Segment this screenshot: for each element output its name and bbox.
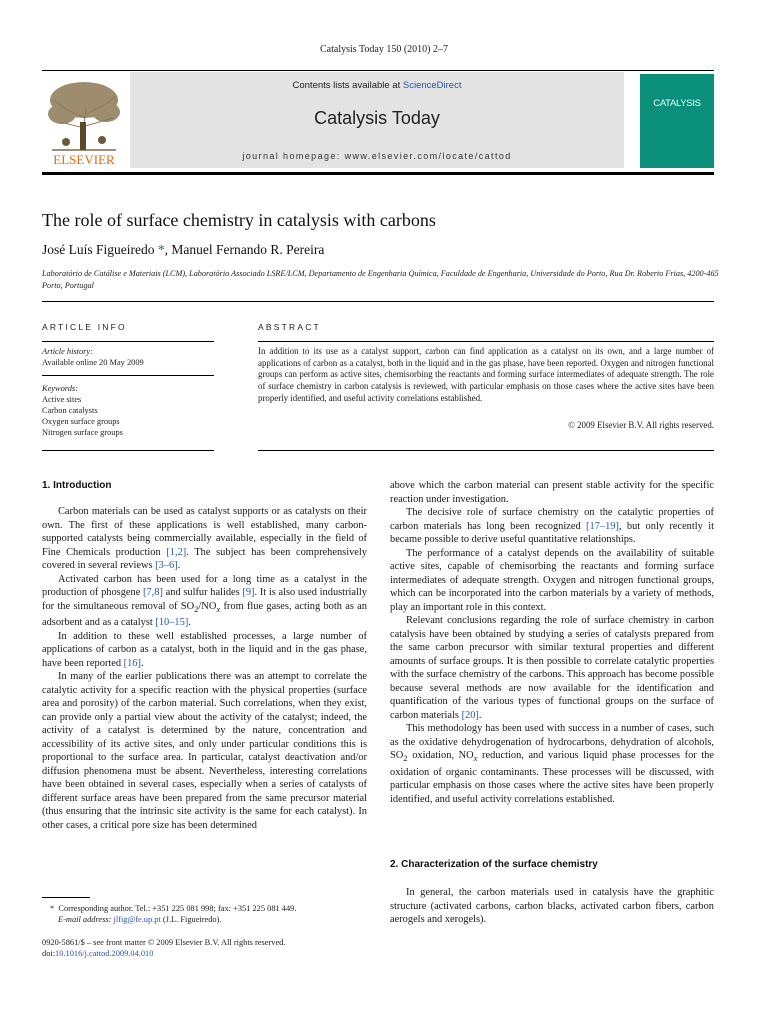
- issn-line: 0920-5861/$ – see front matter © 2009 Elsevier B.V. All rights reserved.: [42, 938, 286, 947]
- paragraph: Activated carbon has been used for a long time as a catalyst in the production of phosgene [7,8] and sulfur halides [9]. It is also used industrially for the simultaneous removal of $SO_2/NO_x$ from flue gases, acting both as an adsorbent and as a catalyst [10–15].: [42, 573, 367, 629]
- elsevier-wordmark: ELSEVIER: [53, 152, 115, 166]
- contents-prefix: Contents lists available at: [292, 80, 403, 91]
- keyword: Active sites: [42, 395, 82, 404]
- paragraph: The decisive role of surface chemistry on the catalytic properties of carbon materials has long been recognized [17–19], but only recently it became possible to derive useful quantitative relationships.: [390, 507, 714, 545]
- keyword: Carbon catalysts: [42, 406, 98, 415]
- keywords-label: Keywords:: [42, 384, 78, 393]
- reference-link[interactable]: [1,2]: [166, 546, 187, 558]
- reference-link[interactable]: [16]: [123, 657, 141, 669]
- journal-cover-thumbnail: [640, 74, 714, 168]
- paragraph: In general, the carbon materials used in catalysis have the graphitic structure (activated carbons, carbon blacks, activated carbon fibers, carbon aerogels and xerogels).: [390, 887, 714, 925]
- journal-title: Catalysis Today: [314, 108, 440, 128]
- cover-title: CATALYSIS: [653, 98, 701, 109]
- divider: [42, 341, 214, 342]
- left-column: [42, 505, 367, 832]
- corresponding-mark[interactable]: *: [154, 242, 165, 257]
- right-column: [390, 479, 714, 806]
- reference-link[interactable]: [3–6]: [155, 560, 178, 571]
- journal-homepage[interactable]: journal homepage: www.elsevier.com/locate/cattod: [242, 151, 512, 161]
- section-heading-characterization: 2. Characterization of the surface chemistry: [390, 859, 598, 870]
- paragraph: Carbon materials can be used as catalyst supports or as catalysts on their own. The first of these applications is well established, many carbon-supported catalysts being commercially available, especially in the field of Fine Chemicals production [1,2]. The subject has been comprehensively covered in several reviews [3–6].: [42, 506, 367, 571]
- divider: [42, 375, 214, 376]
- masthead-rule-top: [42, 70, 714, 71]
- article-title: The role of surface chemistry in catalysis with carbons: [42, 210, 436, 230]
- journal-citation: Catalysis Today 150 (2010) 2–7: [320, 44, 448, 55]
- section-heading-introduction: 1. Introduction: [42, 480, 112, 491]
- keyword: Nitrogen surface groups: [42, 428, 123, 437]
- author-separator: ,: [164, 242, 172, 257]
- divider: [42, 450, 214, 451]
- abstract-copyright: © 2009 Elsevier B.V. All rights reserved.: [568, 420, 714, 430]
- sciencedirect-link[interactable]: ScienceDirect: [402, 80, 462, 91]
- doi-link[interactable]: 10.1016/j.cattod.2009.04.010: [55, 949, 154, 958]
- author-name: Manuel Fernando R. Pereira: [171, 242, 325, 257]
- author-name: José Luís Figueiredo: [42, 242, 155, 257]
- affiliation: Laboratório de Catálise e Materiais (LCM), Laboratório Associado LSRE/LCM, Departamento de Engenharia Química, Faculdade de Engenharia, Universidade do Porto, Rua Dr. Roberto Frias, 4200-465 Porto, Portugal: [42, 269, 719, 290]
- paragraph: In many of the earlier publications there was an attempt to correlate the catalytic activity for a specific reaction with the physical properties (surface area and porosity) of the carbon material. Such correlations, when they exist, can provide only a partial view about the activity of the catalyst; indeed, the activity of a catalyst is determined by the nature, concentration and accessibility of its active sites, and only under particular conditions this is proportional to the surface area. In particular, catalyst deactivation and/or diffusion phenomena must be absent. Nevertheless, interesting correlations have been obtained in several cases, especially when a series of catalysts of different surface areas have been prepared from the same precursor material (thus ensuring that the intrinsic site activity is the same for each catalyst). In other cases, a critical pore size has been determined: [42, 671, 367, 831]
- masthead-rule-bottom: [42, 172, 714, 175]
- reference-link[interactable]: [20]: [461, 709, 479, 721]
- reference-link[interactable]: [9]: [242, 587, 255, 598]
- doi-line: doi:10.1016/j.cattod.2009.04.010: [42, 949, 154, 958]
- paragraph: above which the carbon material can present stable activity for the specific reaction under investigation.: [390, 480, 714, 505]
- paragraph: Relevant conclusions regarding the role of surface chemistry in carbon catalysis have been obtained by studying a series of catalysts prepared from the same carbon precursor with similar textural properties and different amounts of surface groups. It is then possible to correlate catalytic properties with the surface chemistry of the carbons. This approach has become possible because several methods are now available for the identification and quantification of the various types of functional groups on the surface of carbon materials [20].: [390, 615, 714, 721]
- divider: [258, 450, 714, 451]
- email-link[interactable]: jlfig@fe.up.pt: [113, 915, 161, 924]
- abstract-heading: ABSTRACT: [258, 322, 321, 332]
- divider: [42, 301, 714, 302]
- paragraph: In addition to these well established processes, a large number of applications of carbon as a catalyst, both in the liquid and in the gas phase, have been reported [16].: [42, 630, 367, 669]
- keyword: Oxygen surface groups: [42, 417, 120, 426]
- history-label: Article history:: [42, 347, 93, 356]
- history-value: Available online 20 May 2009: [42, 358, 144, 367]
- paragraph: This methodology has been used with success in a number of cases, such as the oxidative dehydrogenation of hydrocarbons, dehydration of alcohols, $SO_2$ oxidation, $NO_x$ reduction, and various liquid phase processes for the oxidation of organic contaminants. These processes will be discussed, with particular emphasis on those cases where the active sites have been properly identified, and useful activity correlations established.: [390, 723, 714, 805]
- reference-link[interactable]: [7,8]: [143, 587, 163, 598]
- elsevier-logo: [42, 78, 126, 166]
- paragraph: The performance of a catalyst depends on the availability of suitable active sites, capable of chemisorbing the reactants and forming surface intermediates of adequate strength. Oxygen and nitrogen functional groups, which can be incorporated into the carbon materials by a variety of methods, play an important role in this context.: [390, 547, 714, 613]
- footnote-corresponding: * Corresponding author. Tel.: +351 225 081 998; fax: +351 225 081 449.: [50, 904, 297, 913]
- divider: [258, 341, 714, 342]
- abstract-text: In addition to its use as a catalyst support, carbon can find application as a catalyst on its own, and a large number of applications of carbon as a catalyst, both in the liquid and in the gas phase, have been reported. Oxygen and nitrogen functional groups can perform as active sites, chemisorbing the reactants and forming surface intermediates of adequate strength. The role of surface chemistry in carbon catalysis is reviewed, with particular emphasis on those cases where the active sites have been properly identified, and useful activity correlations established.: [258, 346, 714, 403]
- right-column-continued: [390, 886, 714, 927]
- footnote-rule: [42, 897, 90, 898]
- contents-line: [130, 80, 624, 91]
- reference-link[interactable]: [17–19]: [586, 520, 619, 532]
- article-info-heading: ARTICLE INFO: [42, 322, 127, 332]
- reference-link[interactable]: [10–15]: [155, 617, 189, 629]
- footnote-email: E-mail address: jlfig@fe.up.pt (J.L. Figueiredo).: [58, 915, 222, 924]
- author-line: [42, 242, 324, 258]
